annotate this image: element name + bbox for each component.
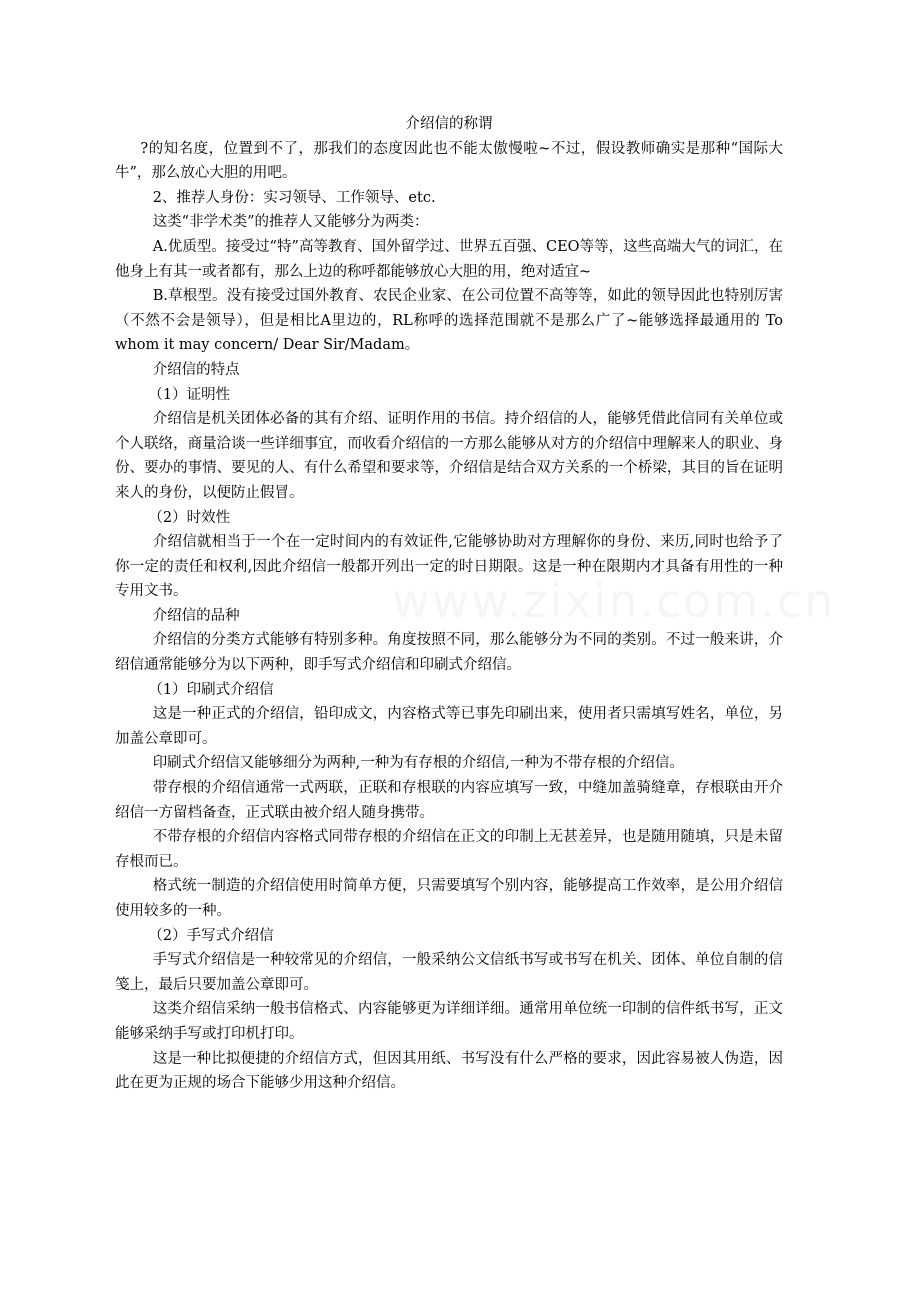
subsection-heading: （1）证明性 xyxy=(148,386,231,403)
paragraph: 带存根的介绍信通常一式两联，正联和存根联的内容应填写一致，中缝加盖骑缝章，存根联由开介绍信一方留档备查，正式联由被介绍人随身携带。 xyxy=(115,780,783,821)
paragraph: 手写式介绍信是一种较常见的介绍信，一般采纳公文信纸书写或书写在机关、团体、单位自制的信笺上，最后只要加盖公章即可。 xyxy=(115,952,783,993)
paragraph: ?的知名度，位置到不了，那我们的态度因此也不能太傲慢啦~不过，假设教师确实是那种“国际大牛”，那么放心大胆的用吧。 xyxy=(115,140,783,182)
document-title: 介绍信的称谓 xyxy=(405,116,493,132)
paragraph: B.草根型。没有接受过国外教育、农民企业家、在公司位置不高等等，如此的领导因此也特别厉害（不然不会是领导），但是相比A里边的，RL称呼的选择范围就不是那么广了~能够选择最通用的 To whom it may concern/ Dear Sir/Madam。 xyxy=(115,288,783,354)
paragraph: 不带存根的介绍信内容格式同带存根的介绍信在正文的印制上无甚差异，也是随用随填，只是未留存根而已。 xyxy=(115,829,783,870)
section-heading: 介绍信的品种 xyxy=(152,607,240,624)
paragraph: 介绍信就相当于一个在一定时间内的有效证件,它能够协助对方理解你的身份、来历,同时也给予了你一定的责任和权利,因此介绍信一般都开列出一定的时日期限。这是一种在限期内才具备有用性的一种专用文书。 xyxy=(115,534,783,600)
section-heading: 介绍信的特点 xyxy=(152,361,240,378)
paragraph: 这类介绍信采纳一般书信格式、内容能够更为详细详细。通常用单位统一印制的信件纸书写，正文能够采纳手写或打印机打印。 xyxy=(115,1001,783,1042)
document-body xyxy=(115,112,783,1096)
paragraph: A.优质型。接受过“特”高等教育、国外留学过、世界五百强、CEO等等，这些高端大气的词汇，在他身上有其一或者都有，那么上边的称呼都能够放心大胆的用，绝对适宜~ xyxy=(115,238,783,280)
paragraph: 这类“非学术类”的推荐人又能够分为两类： xyxy=(152,214,429,231)
paragraph: 印刷式介绍信又能够细分为两种,一种为有存根的介绍信,一种为不带存根的介绍信。 xyxy=(152,755,684,772)
subsection-heading: （2）手写式介绍信 xyxy=(148,927,274,944)
paragraph: 介绍信是机关团体必备的其有介绍、证明作用的书信。持介绍信的人，能够凭借此信同有关单位或个人联络，商量洽谈一些详细事宜，而收看介绍信的一方那么能够从对方的介绍信中理解来人的职业、身份、要办的事情、要见的人、有什么希望和要求等，介绍信是结合双方关系的一个桥梁，其目的旨在证明来人的身份，以便防止假冒。 xyxy=(115,411,783,501)
subsection-heading: （1）印刷式介绍信 xyxy=(148,681,274,698)
paragraph: 介绍信的分类方式能够有特别多种。角度按照不同，那么能够分为不同的类别。不过一般来讲，介绍信通常能够分为以下两种，即手写式介绍信和印刷式介绍信。 xyxy=(115,632,783,674)
paragraph: 格式统一制造的介绍信使用时简单方便，只需要填写个别内容，能够提高工作效率，是公用介绍信使用较多的一种。 xyxy=(115,878,783,919)
paragraph: 这是一种正式的介绍信，铅印成文，内容格式等已事先印刷出来，使用者只需填写姓名，单位，另加盖公章即可。 xyxy=(115,706,783,747)
paragraph: 这是一种比拟便捷的介绍信方式，但因其用纸、书写没有什么严格的要求，因此容易被人伪造，因此在更为正规的场合下能够少用这种介绍信。 xyxy=(115,1050,783,1092)
paragraph: 2、推荐人身份：实习领导、工作领导、etc. xyxy=(152,189,436,206)
subsection-heading: （2）时效性 xyxy=(148,509,231,526)
